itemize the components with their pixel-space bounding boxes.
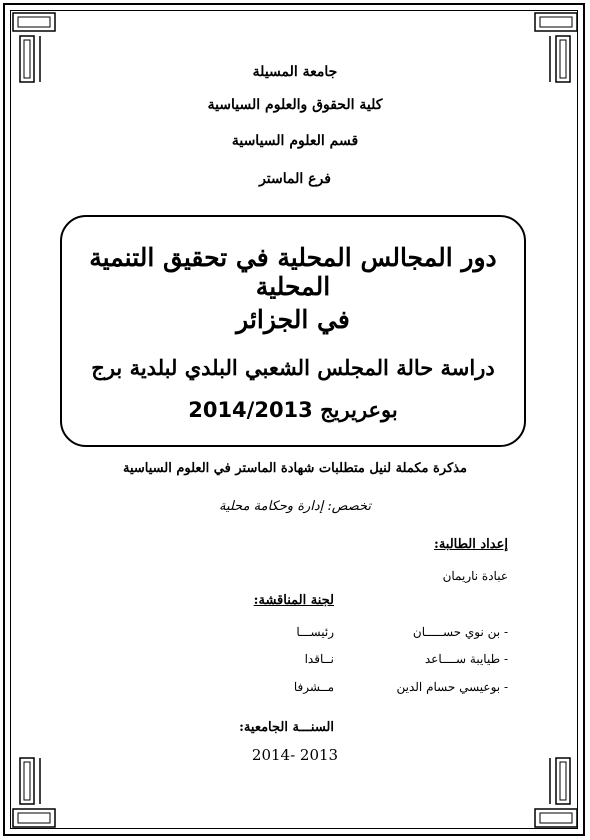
student-label: إعداد الطالبة: bbox=[434, 537, 508, 552]
memo-statement: مذكرة مكملة لنيل متطلبات شهادة الماستر في العلوم السياسية bbox=[122, 461, 467, 476]
department-name: قسم العلوم السياسية bbox=[231, 133, 359, 149]
branch-name: فرع الماستر bbox=[259, 171, 331, 187]
student-name: عبادة ناريمان bbox=[442, 569, 508, 583]
faculty-name: كلية الحقوق والعلوم السياسية bbox=[207, 97, 383, 113]
academic-year-value: 2014- 2013 bbox=[251, 746, 339, 764]
title-line-4-prefix: بوعريريج bbox=[320, 397, 398, 422]
corner-ornament-bottom-right bbox=[534, 754, 578, 828]
committee-member-name: - طيايبة ســــاعد bbox=[424, 652, 508, 666]
corner-ornament-bottom-left bbox=[12, 754, 56, 828]
university-name: جامعة المسيلة bbox=[252, 64, 338, 80]
title-line-2: في الجزائر bbox=[236, 305, 350, 334]
title-line-1: دور المجالس المحلية في تحقيق التنمية المحلية bbox=[89, 243, 497, 301]
committee-member-name: - بن نوي حســـــان bbox=[412, 625, 508, 639]
specialty: تخصص: إدارة وحكامة محلية bbox=[218, 499, 372, 514]
title-line-3: دراسة حالة المجلس الشعبي البلدي لبلدية برج bbox=[91, 355, 495, 380]
academic-year-label: السنـــة الجامعية: bbox=[239, 720, 334, 735]
committee-member-role: رئيســـا bbox=[296, 625, 334, 639]
committee-member-role: مــشرفا bbox=[293, 680, 334, 694]
title-years: 2014/2013 bbox=[188, 398, 313, 422]
committee-member-role: نــاقدا bbox=[304, 652, 334, 666]
thesis-title-box bbox=[60, 215, 526, 447]
title-line-4 bbox=[62, 397, 524, 422]
committee-label: لجنة المناقشة: bbox=[253, 593, 334, 608]
committee-member-name: - بوعيسي حسام الدين bbox=[396, 680, 508, 694]
